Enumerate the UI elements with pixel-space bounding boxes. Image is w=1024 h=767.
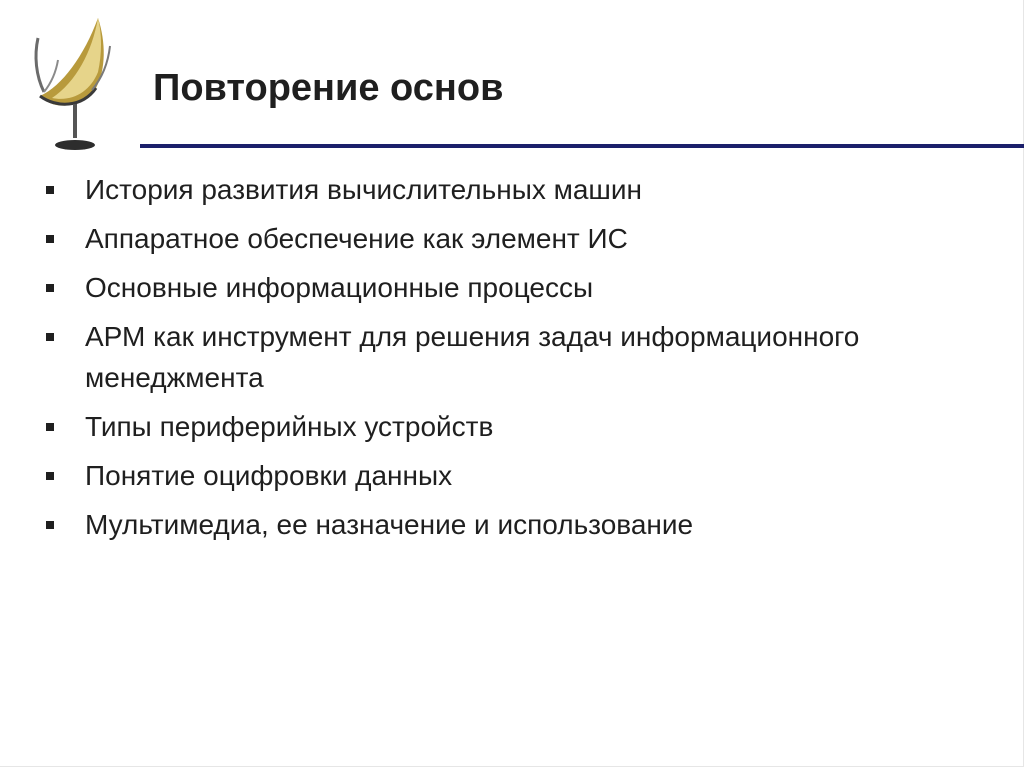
square-bullet-icon <box>46 472 54 480</box>
bullet-item <box>44 504 984 545</box>
square-bullet-icon <box>46 423 54 431</box>
square-bullet-icon <box>46 521 54 529</box>
slide-title: Повторение основ <box>153 67 504 109</box>
bullet-text: Мультимедиа, ее назначение и использование <box>85 509 694 540</box>
square-bullet-icon <box>46 284 54 292</box>
bullet-text: Понятие оцифровки данных <box>85 460 453 491</box>
bullet-text: История развития вычислительных машин <box>85 174 642 205</box>
bullet-item <box>44 267 984 308</box>
square-bullet-icon <box>46 235 54 243</box>
bullet-item <box>44 316 984 398</box>
square-bullet-icon <box>46 186 54 194</box>
bullet-list <box>44 169 984 553</box>
bullet-text: Основные информационные процессы <box>85 272 594 303</box>
bullet-text: Типы периферийных устройств <box>85 411 494 442</box>
goblet-logo-icon <box>22 12 134 152</box>
bullet-text: АРМ как инструмент для решения задач информационного менеджмента <box>85 321 860 393</box>
square-bullet-icon <box>46 333 54 341</box>
bullet-item <box>44 169 984 210</box>
bullet-text: Аппаратное обеспечение как элемент ИС <box>85 223 628 254</box>
bullet-item <box>44 218 984 259</box>
bullet-item <box>44 455 984 496</box>
bullet-item <box>44 406 984 447</box>
title-underline <box>140 144 1024 148</box>
